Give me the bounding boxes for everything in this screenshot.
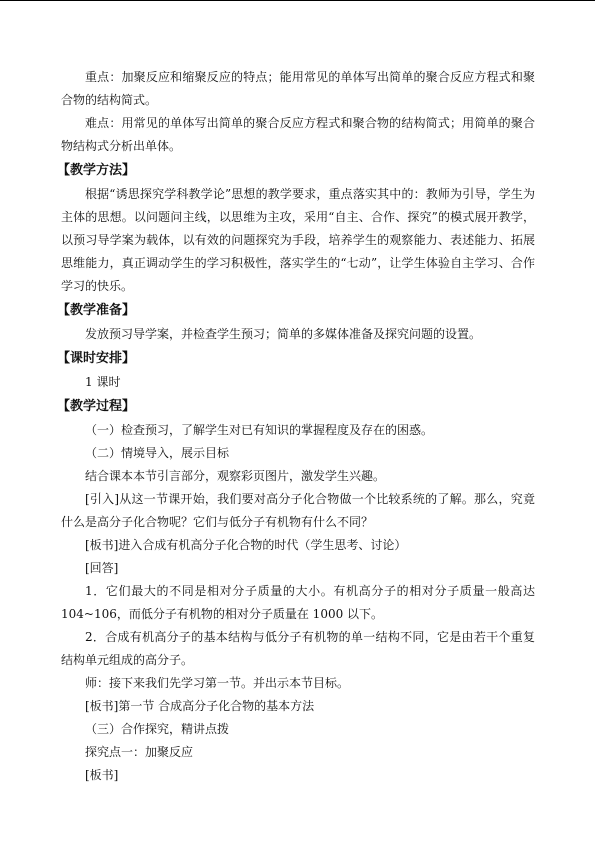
- difficult-point-paragraph: 难点：用常见的单体写出简单的聚合反应方程式和聚合物的结构简式；用简单的聚合物结构式分析出单体。: [61, 116, 535, 153]
- exploration-point-1: 探究点一：加聚反应: [85, 745, 194, 759]
- process-step-3: （三）合作探究，精讲点拨: [85, 722, 230, 736]
- answer-point-1: 1．它们最大的不同是相对分子质量的大小。有机高分子的相对分子质量一般高达104~106，而低分子有机物的相对分子质量在 1000 以下。: [61, 584, 535, 621]
- method-paragraph: 根据“诱思探究学科教学论”思想的教学要求，重点落实其中的：教师为引导，学生为主体的思想。以问题问主线，以思维为主攻，采用“自主、合作、探究”的模式展开教学，以预习导学案为载体，以有效的问题探究为手段，培养学生的观察能力、表述能力、拓展思维能力，真正调动学生的学习积极性，落实学生的“七动”，让学生体验自主学习、合作学习的快乐。: [61, 187, 535, 293]
- board-note-2: [板书]第一节 合成高分子化合物的基本方法: [85, 699, 315, 713]
- answer-label: [回答]: [85, 561, 119, 575]
- answer-point-2: 2．合成有机高分子的基本结构与低分子有机物的单一结构不同，它是由若干个重复结构单元组成的高分子。: [61, 630, 535, 667]
- page-top-rule: [0, 0, 595, 1]
- board-note-1: [板书]进入合成有机高分子化合物的时代（学生思考、讨论）: [85, 538, 407, 552]
- schedule-paragraph: 1 课时: [85, 375, 121, 389]
- introduction-paragraph: [引入]从这一节课开始，我们要对高分子化合物做一个比较系统的了解。那么，究竟什么是高分子化合物呢？它们与低分子有机物有什么不同？: [61, 492, 535, 529]
- preparation-heading: 【教学准备】: [57, 303, 136, 318]
- preparation-paragraph: 发放预习导学案，并检查学生预习；简单的多媒体准备及探究问题的设置。: [85, 327, 482, 341]
- process-step-1: （一）检查预习，了解学生对已有知识的掌握程度及存在的困惑。: [85, 423, 434, 437]
- key-point-paragraph: 重点：加聚反应和缩聚反应的特点；能用常见的单体写出简单的聚合反应方程式和聚合物的结构简式。: [61, 70, 535, 107]
- process-heading: 【教学过程】: [57, 399, 136, 414]
- method-heading: 【教学方法】: [57, 163, 136, 178]
- schedule-heading: 【课时安排】: [57, 351, 136, 366]
- process-step-2-detail: 结合课本本节引言部分，观察彩页图片，激发学生兴趣。: [85, 469, 386, 483]
- teacher-remark: 师：接下来我们先学习第一节。并出示本节目标。: [85, 676, 350, 690]
- board-note-3: [板书]: [85, 768, 119, 782]
- document-body: [57, 66, 535, 787]
- process-step-2: （二）情境导入，展示目标: [85, 446, 230, 460]
